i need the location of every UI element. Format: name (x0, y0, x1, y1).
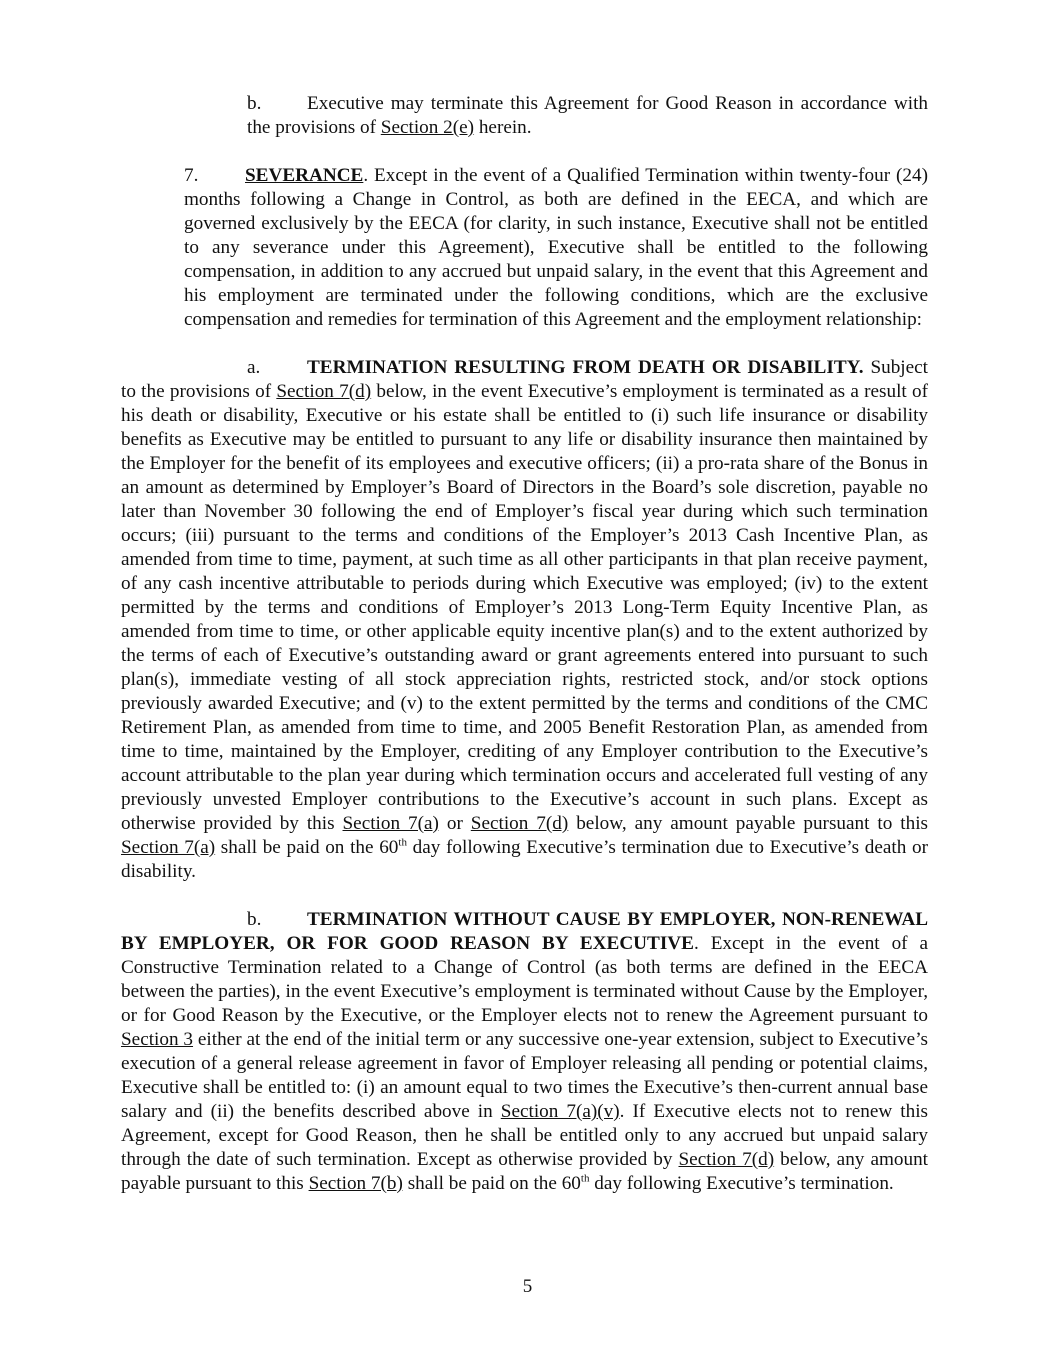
item-marker: b. (247, 909, 262, 930)
section-reference: Section 3 (121, 1029, 194, 1050)
subsection-heading: TERMINATION WITHOUT CAUSE BY EMPLOYER, NON-RENEWAL BY EMPLOYER, OR FOR GOOD REASON BY EXECUTIVE (121, 909, 928, 954)
paragraph-6b (121, 92, 928, 140)
section-heading: SEVERANCE (245, 165, 364, 186)
paragraph-text: herein. (474, 117, 532, 138)
subsection-heading: TERMINATION RESULTING FROM DEATH OR DISABILITY. (307, 357, 864, 378)
section-reference: Section 2(e) (380, 117, 475, 138)
paragraph-text: below, in the event Executive’s employment is terminated as a result of his death or disability, Executive or his estate shall be entitled to (i) such life insurance or disability benefits as Executive may be entitled to pursuant to any life or disability insurance then maintained by the Employer for the benefit of its employees and executive officers; (ii) a pro-rata share of the Bonus in an amount as determined by Employer’s Board of Directors in the Board’s sole discretion, payable no later than November 30 following the end of Employer’s fiscal year during which such termination occurs; (iii) pursuant to the terms and conditions of the Employer’s 2013 Cash Incentive Plan, as amended from time to time, payment, at such time as all other participants in that plan receive payment, of any cash incentive attributable to periods during which Executive was employed; (iv) to the extent permitted by the terms and conditions of Employer’s 2013 Long-Term Equity Incentive Plan, as amended from time to time, or other applicable equity incentive plan(s) and to the extent authorized by the terms of each of Executive’s outstanding award or grant agreements entered into pursuant to such plan(s), immediate vesting of all stock appreciation rights, restricted stock, and/or stock options previously awarded Executive; and (v) to the extent permitted by the terms and conditions of the CMC Retirement Plan, as amended from time to time, and 2005 Benefit Restoration Plan, as amended from time to time, maintained by the Employer, crediting of any Employer contribution to the Executive’s account attributable to the plan year during which termination occurs and accelerated full vesting of any previously unvested Employer contributions to the Executive’s account in such plans. Except as otherwise provided by this (121, 381, 928, 834)
section-reference: Section 7(d) (276, 381, 372, 402)
document-page (121, 92, 928, 1220)
section-reference: Section 7(d) (678, 1149, 775, 1170)
section-reference: Section 7(a)(v) (500, 1101, 620, 1122)
ordinal-suffix: th (580, 1172, 590, 1185)
paragraph-text: . Except in the event of a Qualified Termination within twenty-four (24) months following a Change in Control, as both are defined in the EECA, and which are governed exclusively by the EECA (for clarity, in such instance, Executive shall not be entitled to any severance under this Agreement), Executive shall be entitled to the following compensation, in addition to any accrued but unpaid salary, in the event that this Agreement and his employment are terminated under the following conditions, which are the exclusive compensation and remedies for termination of this Agreement and the employment relationship: (184, 165, 928, 330)
page-number: 5 (522, 1276, 533, 1297)
paragraph-text: day following Executive’s termination. (589, 1173, 894, 1194)
paragraph-7b (121, 908, 928, 1196)
paragraph-text: Executive may terminate this Agreement for Good Reason in accordance with the provisions of (247, 93, 928, 138)
paragraph-7-severance (121, 164, 928, 332)
paragraph-text: . Except in the event of a Constructive Termination related to a Change of Control (as both terms are defined in the EECA between the parties), in the event Executive’s employment is terminated without Cause by the Employer, or for Good Reason by the Executive, or the Employer elects not to renew the Agreement pursuant to (121, 933, 928, 1026)
paragraph-text: Subject to the provisions of (121, 357, 928, 402)
paragraph-text: shall be paid on the 60 (215, 837, 399, 858)
paragraph-text: below, any amount payable pursuant to this (121, 1149, 928, 1194)
section-reference: Section 7(a) (342, 813, 439, 834)
paragraph-text: day following Executive’s termination due to Executive’s death or disability. (121, 837, 928, 882)
paragraph-text: or (438, 813, 471, 834)
section-reference: Section 7(b) (308, 1173, 403, 1194)
paragraph-text: below, any amount payable pursuant to this (568, 813, 928, 834)
item-marker: b. (247, 93, 262, 114)
item-marker: 7. (184, 165, 199, 186)
section-reference: Section 7(d) (470, 813, 569, 834)
section-reference: Section 7(a) (121, 837, 216, 858)
item-marker: a. (247, 357, 261, 378)
paragraph-text: shall be paid on the 60 (402, 1173, 581, 1194)
paragraph-text: either at the end of the initial term or any successive one-year extension, subject to Executive’s execution of a general release agreement in favor of Employer releasing all pending or potential claims, Executive shall be entitled to: (i) an amount equal to two times the Executive’s then-current annual base salary and (ii) the benefits described above in (121, 1029, 928, 1122)
ordinal-suffix: th (398, 836, 407, 849)
paragraph-text: . If Executive elects not to renew this Agreement, except for Good Reason, then he shall be entitled only to any accrued but unpaid salary through the date of such termination. Except as otherwise provided by (121, 1101, 928, 1170)
paragraph-7a (121, 356, 928, 884)
